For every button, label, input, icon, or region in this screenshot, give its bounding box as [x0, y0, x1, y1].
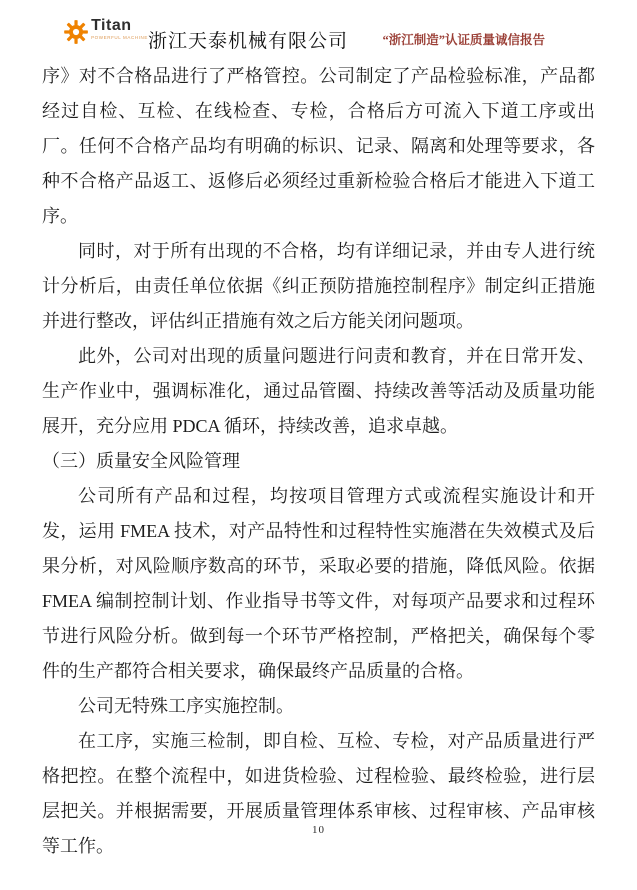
paragraph: 公司无特殊工序实施控制。 [78, 696, 294, 716]
gear-icon [64, 19, 88, 45]
paragraph: 在工序，实施三检制，即自检、互检、专检，对产品质量进行严格把控。在整个流程中，如进货检验、过程检验、最终检验，进行层层把关。并根据需要，开展质量管理体系审核、过程审核、产品审核等工作。 [42, 731, 595, 856]
page-footer [0, 820, 637, 838]
document-body [0, 54, 637, 864]
report-title: “浙江制造”认证质量诚信报告 [382, 33, 545, 47]
logo-brand: Titan [91, 17, 132, 34]
page-header [0, 0, 637, 54]
logo-tagline: POWERFUL MACHINE [91, 35, 148, 40]
logo-text [91, 18, 148, 41]
paragraph: 此外，公司对出现的质量问题进行问责和教育，并在日常开发、生产作业中，强调标准化，通过品管圈、持续改善等活动及质量功能展开，充分应用 PDCA 循环，持续改善，追求卓越。 [42, 346, 595, 436]
paragraph: 公司所有产品和过程，均按项目管理方式或流程实施设计和开发，运用 FMEA 技术，对产品特性和过程特性实施潜在失效模式及后果分析，对风险顺序数高的环节，采取必要的措施，降低风险。依据 FMEA 编制控制计划、作业指导书等文件，对每项产品要求和过程环节进行风险分析。做到每一个环节严格控制，严格把关，确保每个零件的生产都符合相关要求，确保最终产品质量的合格。 [42, 486, 595, 681]
paragraph: 同时，对于所有出现的不合格，均有详细记录，并由专人进行统计分析后，由责任单位依据《纠正预防措施控制程序》制定纠正措施并进行整改，评估纠正措施有效之后方能关闭问题项。 [42, 241, 595, 331]
section-heading: （三）质量安全风险管理 [42, 451, 240, 471]
page-number: 10 [312, 824, 325, 836]
paragraph: 序》对不合格品进行了严格管控。公司制定了产品检验标准，产品都经过自检、互检、在线检查、专检，合格后方可流入下道工序或出厂。任何不合格产品均有明确的标识、记录、隔离和处理等要求，各种不合格产品返工、返修后必须经过重新检验合格后才能进入下道工序。 [42, 66, 595, 226]
company-name: 浙江天泰机械有限公司 [148, 31, 349, 52]
company-logo [64, 18, 148, 45]
